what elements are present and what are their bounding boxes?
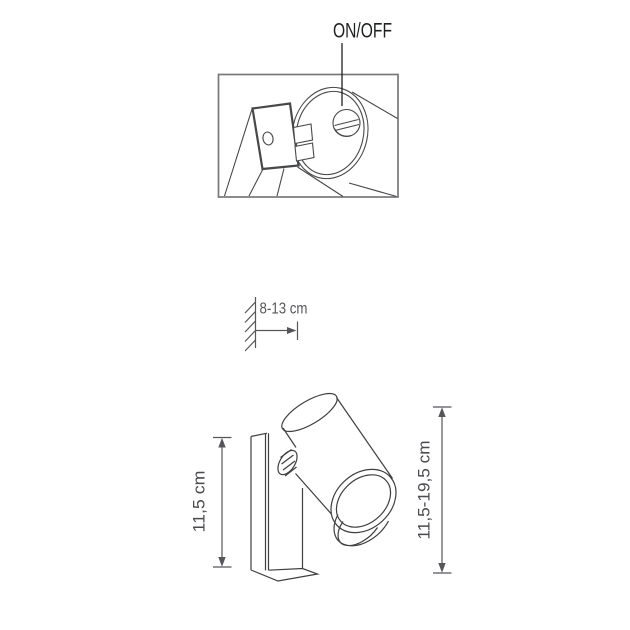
wall-offset-dimension (245, 297, 308, 351)
lamp-drawing (251, 386, 409, 581)
arrowhead-right (287, 327, 297, 334)
distance-arrow (256, 322, 298, 341)
hinge-tab-lower (295, 143, 314, 161)
bracket-height-label: 11,5 cm (190, 475, 209, 533)
overall-height-dimension (416, 407, 452, 573)
bracket-bottom-face (251, 569, 318, 582)
arrowhead-down (218, 557, 225, 567)
onoff-switch-knob (333, 110, 360, 137)
overall-height-label: 11,5-19,5 cm (415, 444, 434, 540)
rim-outer (318, 456, 408, 545)
wall-offset-label: 8-13 cm (259, 300, 308, 318)
arrowhead-up (438, 407, 445, 417)
onoff-label: ON/OFF (333, 19, 392, 43)
arrowhead-down (438, 563, 445, 573)
hinge-knob (274, 428, 301, 478)
cylinder-cap (277, 386, 343, 438)
hinge-tab (294, 124, 313, 144)
arrowhead-up (218, 438, 225, 448)
bracket-height-dimension (191, 438, 232, 568)
wall-symbol (245, 297, 256, 351)
switch-detail-callout (219, 20, 399, 198)
